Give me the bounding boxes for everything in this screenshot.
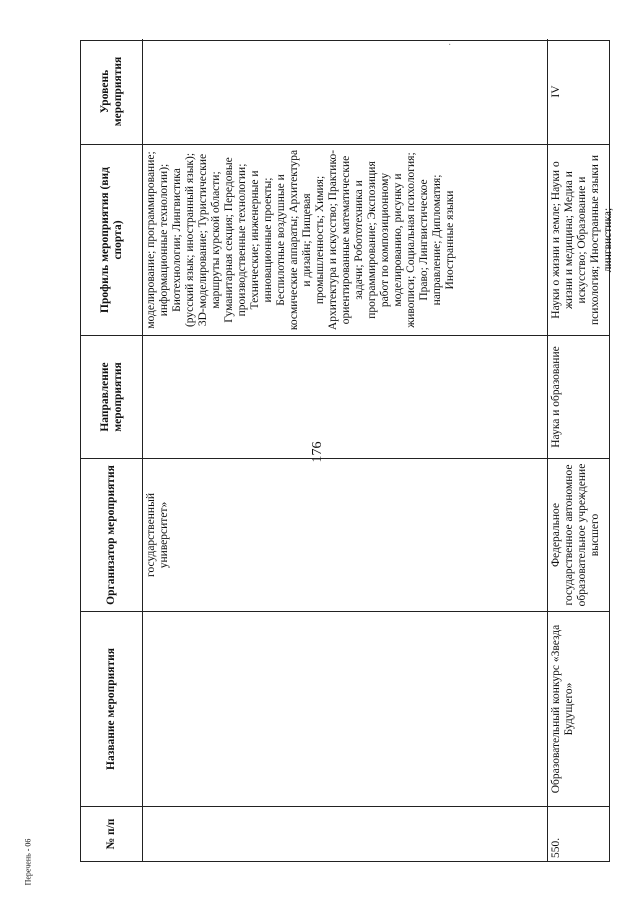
continued-num xyxy=(143,806,548,861)
header-name: Название мероприятия xyxy=(81,611,143,806)
events-table-wrap xyxy=(80,40,614,862)
row-550-level: IV xyxy=(550,85,562,98)
row-550-profile: Науки о жизни и земле; Науки о жизни и медицина; Медиа и искусство; Образование и психология; Иностранные языки и лингвистика; xyxy=(548,144,609,335)
continued-profile: моделирование; программирование; информационные технологии); Биотехнологии; Лингвистика (русский язык; иностранный язык); 3D-моделирование; Туристические маршруты курской области; Гуманитарная секция; Передовые производственные технологии; Технические; инженерные и инновационные проекты; Беспилотные воздушные и космические аппараты; Архитектура и дизайн; Пищевая промышленность; Химия; Архитектура и искусство; Практико-ориентированные математические задачи; Робототехника и программирование; Экспозиция работ по композиционному моделированию, рисунку и живописи; Социальная психология; Право; Лингвистическое направление; Дипломатия; Иностранные языки xyxy=(143,144,548,335)
row-550-direction: Наука и образование xyxy=(548,335,609,458)
scan-mark: · xyxy=(448,40,452,51)
row-550-num: 550. xyxy=(548,806,609,861)
row-550-name: Образовательный конкурс «Звезда Будущего» xyxy=(548,611,609,806)
header-num: № п/п xyxy=(81,806,143,861)
header-organizer: Организатор мероприятия xyxy=(81,458,143,611)
header-direction: Направление мероприятия xyxy=(81,335,143,458)
events-table xyxy=(80,40,614,862)
continued-organizer: государственный университет» xyxy=(143,458,548,611)
continued-level xyxy=(143,39,548,144)
row-550-organizer: Федеральное государственное автономное образовательное учреждение высшего xyxy=(548,458,609,611)
header-profile: Профиль мероприятия (вид спорта) xyxy=(81,144,143,335)
header-level: Уровень мероприятия xyxy=(81,39,143,144)
continued-direction xyxy=(143,335,548,458)
footer-note: Перечень - 06 xyxy=(23,838,33,886)
continued-name xyxy=(143,611,548,806)
page-number: 176 xyxy=(310,441,325,463)
